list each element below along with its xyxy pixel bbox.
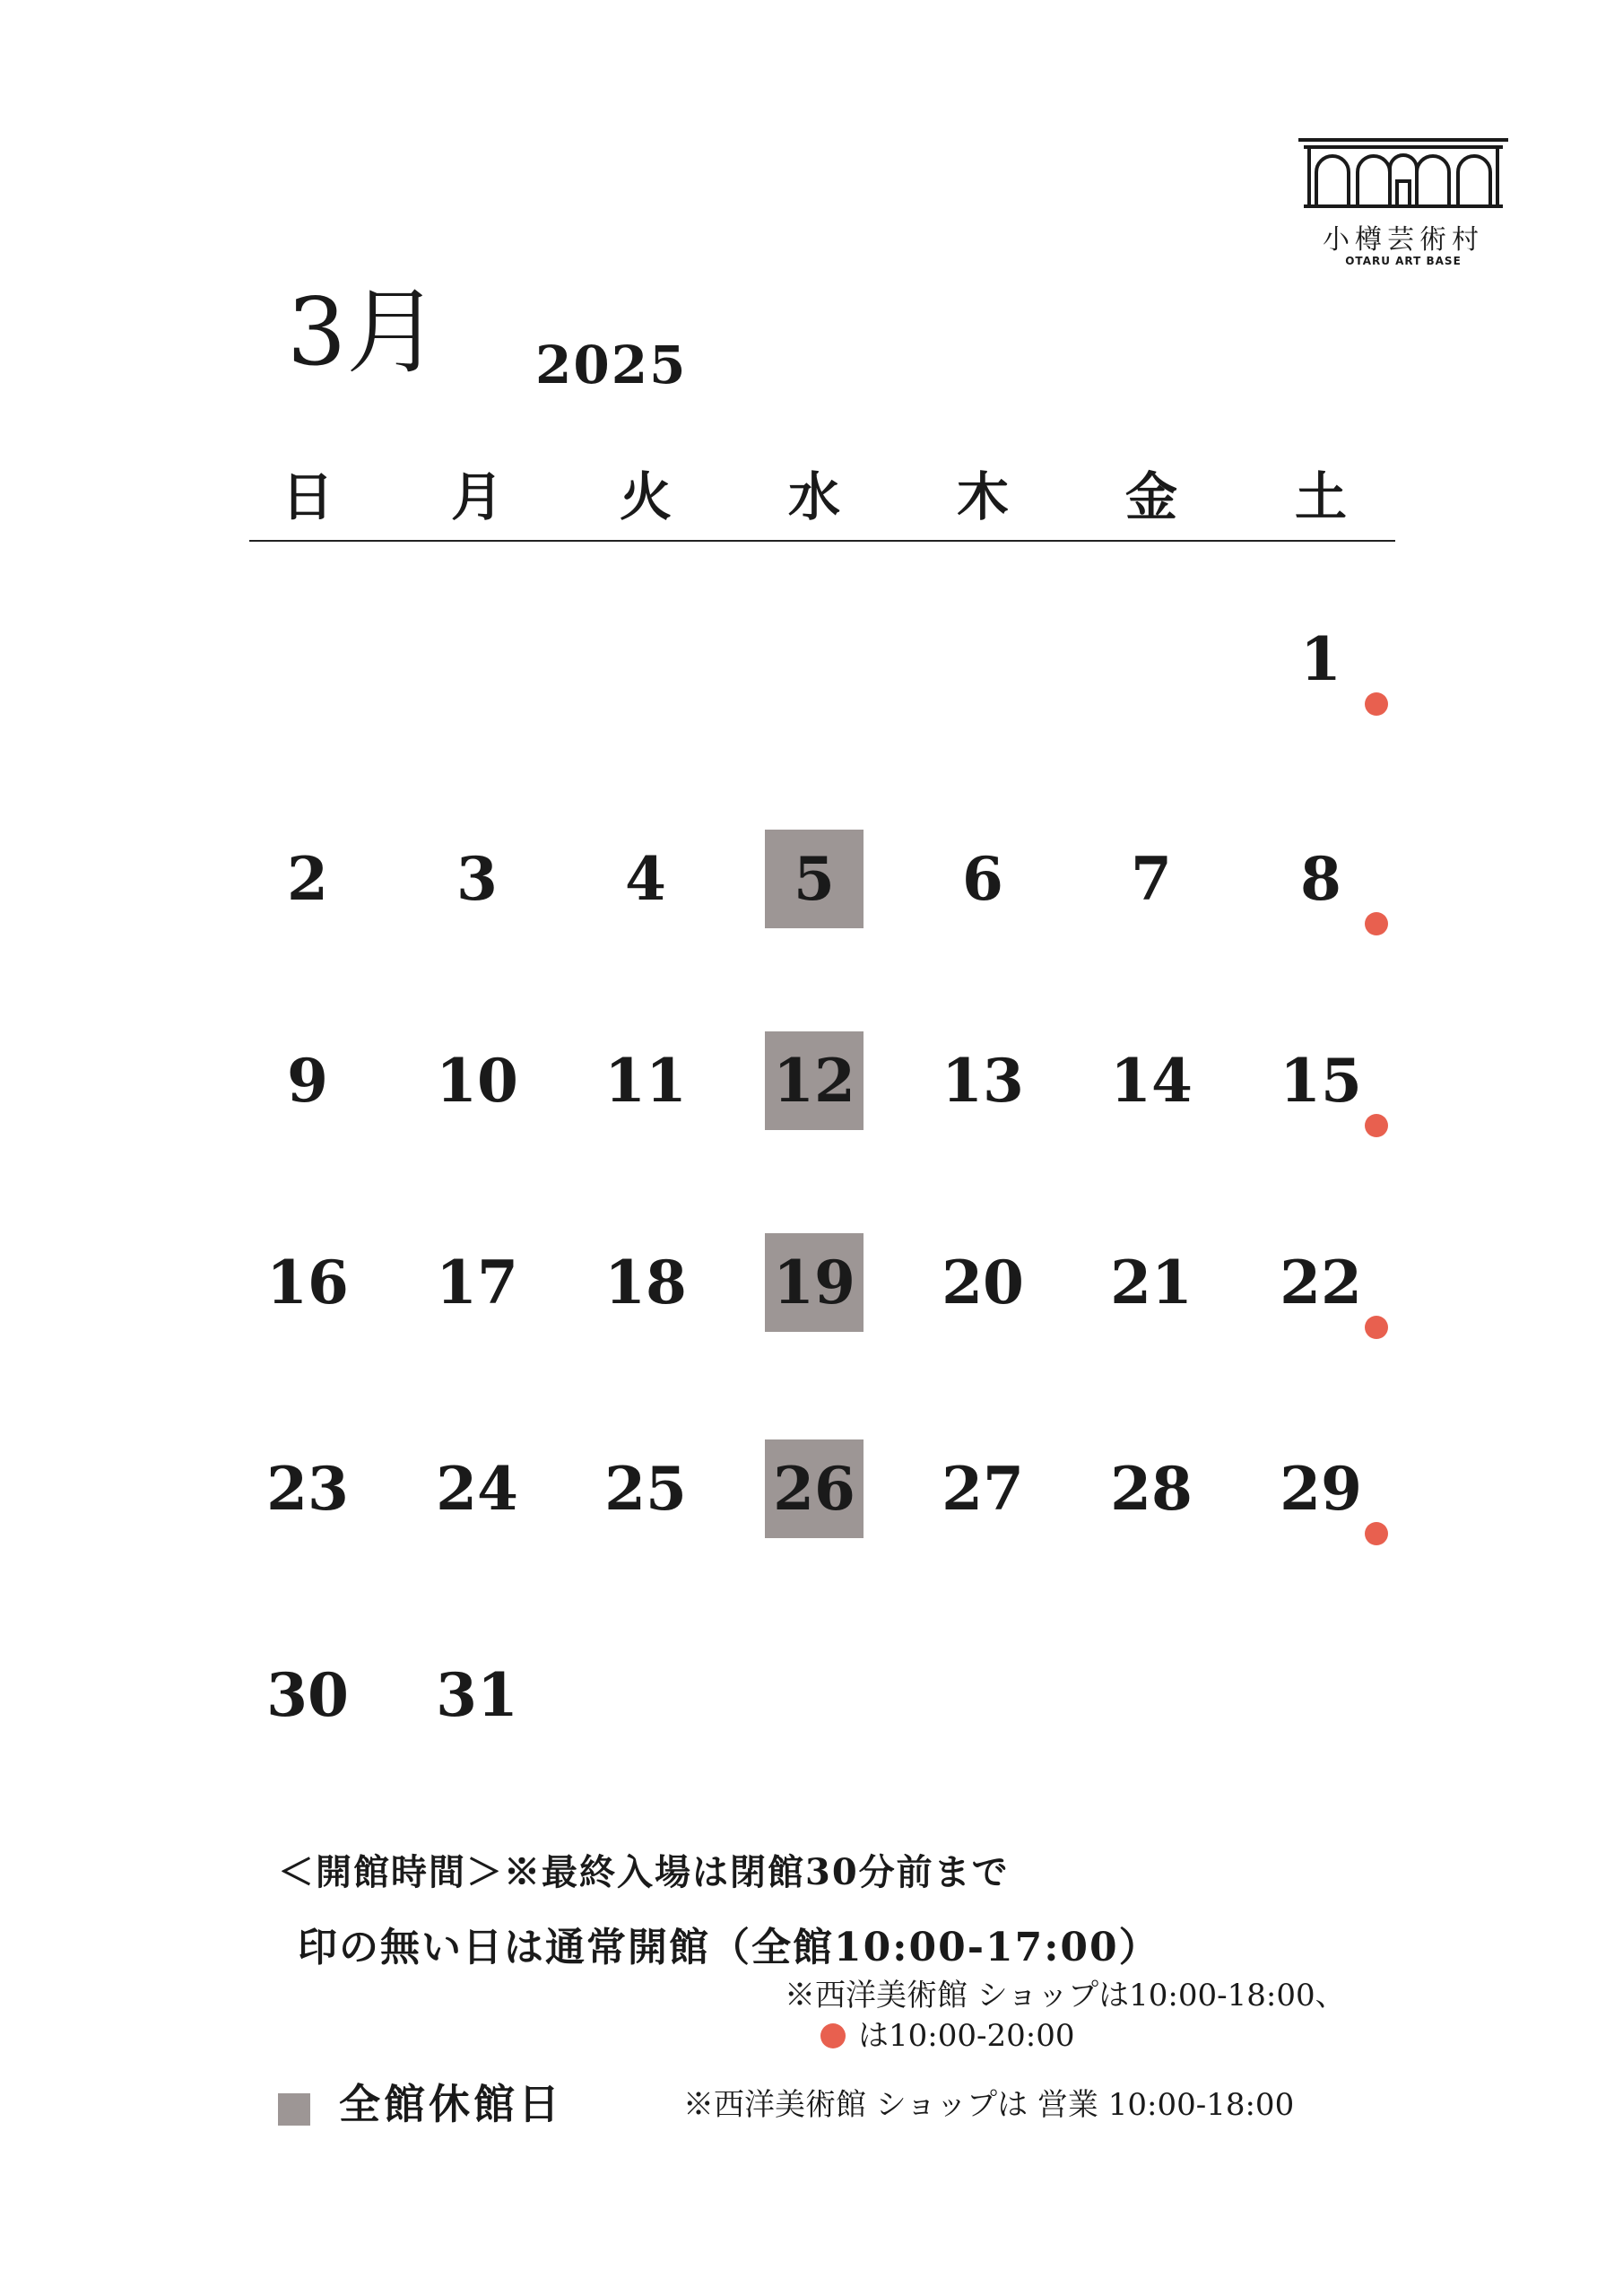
calendar-day: 12 <box>773 1046 855 1116</box>
weekday-mon: 月 <box>450 466 503 527</box>
closed-legend-label: 全館休館日 <box>339 2080 563 2128</box>
calendar-day: 17 <box>436 1248 518 1318</box>
calendar-day: 21 <box>1110 1248 1193 1318</box>
calendar-day: 31 <box>436 1660 518 1730</box>
extended-hours-dot <box>1365 912 1388 935</box>
calendar-day: 2 <box>287 844 328 914</box>
calendar-day: 1 <box>1300 624 1341 694</box>
calendar-day: 14 <box>1110 1046 1193 1116</box>
calendar-day: 23 <box>266 1454 349 1524</box>
weekday-fri: 金 <box>1124 466 1177 527</box>
calendar-day: 28 <box>1110 1454 1193 1524</box>
year-label: 2025 <box>535 335 688 396</box>
calendar-day: 4 <box>625 844 666 914</box>
weekday-sun: 日 <box>281 466 334 527</box>
calendar-day: 22 <box>1280 1248 1362 1318</box>
logo-subtitle: OTARU ART BASE <box>1345 255 1462 267</box>
calendar-day: 13 <box>942 1046 1024 1116</box>
calendar-day: 20 <box>942 1248 1024 1318</box>
calendar-day: 30 <box>266 1660 349 1730</box>
calendar-day: 6 <box>962 844 1003 914</box>
month-title: 3月 <box>287 277 440 387</box>
closed-legend-square <box>278 2093 310 2126</box>
calendar-day: 11 <box>604 1046 687 1116</box>
calendar-day: 26 <box>773 1454 855 1524</box>
calendar-day: 9 <box>287 1046 328 1116</box>
calendar-day: 5 <box>794 844 835 914</box>
calendar-day: 16 <box>266 1248 349 1318</box>
weekday-thu: 木 <box>956 466 1009 527</box>
building-icon <box>1291 135 1515 215</box>
closed-shop-note: ※西洋美術館 ショップは 営業 10:00-18:00 <box>683 2087 1295 2123</box>
extended-hours-dot <box>1365 1114 1388 1137</box>
calendar-day: 19 <box>773 1248 855 1318</box>
calendar-day: 25 <box>604 1454 687 1524</box>
calendar-day: 15 <box>1280 1046 1362 1116</box>
museum-logo <box>1291 135 1515 278</box>
calendar-day: 24 <box>436 1454 518 1524</box>
extended-hours-dot <box>1365 692 1388 716</box>
shop-hours-note: ※西洋美術館 ショップは10:00-18:00、 <box>785 1978 1346 2013</box>
calendar-day: 18 <box>604 1248 687 1318</box>
extended-hours-text: は10:00-20:00 <box>858 2018 1075 2054</box>
weekday-wed: 水 <box>787 466 840 527</box>
calendar-day: 10 <box>436 1046 518 1116</box>
calendar-day: 8 <box>1300 844 1341 914</box>
opening-hours-heading: ＜開館時間＞※最終入場は閉館30分前まで <box>278 1851 1010 1893</box>
extended-hours-legend-dot <box>820 2023 846 2048</box>
header-divider <box>249 540 1395 542</box>
logo-name: 小樽芸術村 <box>1323 224 1484 256</box>
extended-hours-dot <box>1365 1522 1388 1545</box>
weekday-tue: 火 <box>619 466 672 527</box>
calendar-day: 29 <box>1280 1454 1362 1524</box>
calendar-day: 27 <box>942 1454 1024 1524</box>
weekday-sat: 土 <box>1294 466 1347 527</box>
calendar-day: 7 <box>1131 844 1172 914</box>
extended-hours-dot <box>1365 1316 1388 1339</box>
normal-hours-text: 印の無い日は通常開館（全館10:00-17:00） <box>298 1925 1160 1970</box>
calendar-day: 3 <box>456 844 498 914</box>
